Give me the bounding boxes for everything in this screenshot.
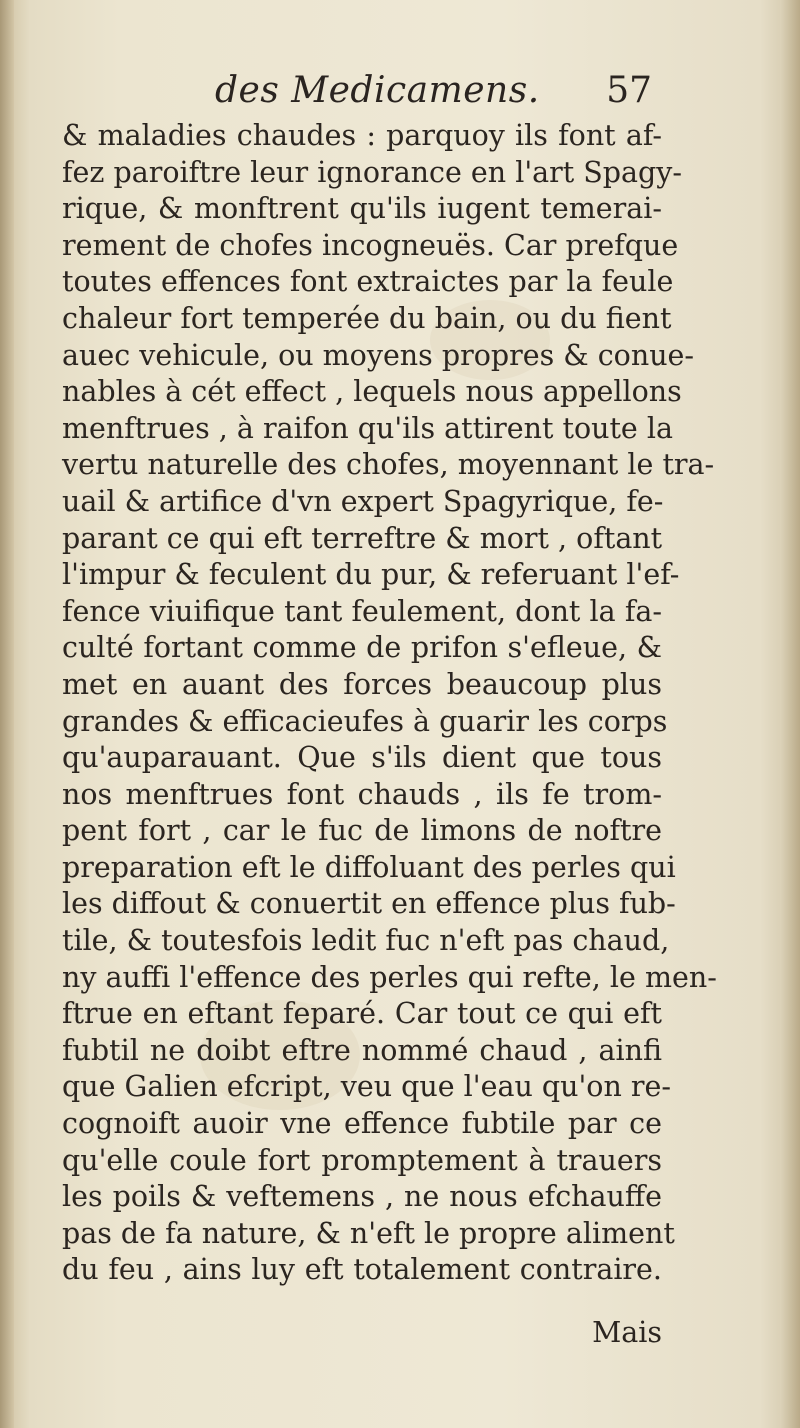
running-title: des Medicamens. xyxy=(215,70,540,111)
text-line: que Galien efcript, veu que l'eau qu'on re- xyxy=(62,1070,671,1104)
text-line: uail & artifice d'vn expert Spagyrique, fe- xyxy=(62,484,664,518)
text-line: rement de chofes incogneuës. Car prefque xyxy=(62,228,679,262)
body-text xyxy=(62,118,717,1289)
text-line: les diffout & conuertit en effence plus fub- xyxy=(62,887,676,921)
text-line: l'impur & feculent du pur, & referuant l'ef- xyxy=(62,558,680,592)
text-line: preparation eft le diffoluant des perles qui xyxy=(62,850,676,884)
text-line: parant ce qui eft terreftre & mort , oftant xyxy=(62,521,663,555)
text-line: les poils & veftemens , ne nous efchauffe xyxy=(62,1180,662,1214)
text-line: cognoift auoir vne effence fubtile par ce xyxy=(62,1107,662,1141)
text-line: vertu naturelle des chofes, moyennant le tra- xyxy=(62,448,715,482)
text-line: ny auffi l'effence des perles qui refte, le men- xyxy=(62,960,717,994)
text-line: fubtil ne doibt eftre nommé chaud , ainfi xyxy=(62,1033,662,1067)
text-line: fez paroiftre leur ignorance en l'art Spagy- xyxy=(62,155,683,189)
text-line: pas de fa nature, & n'eft le propre aliment xyxy=(62,1216,675,1250)
text-line: chaleur fort temperée du bain, ou du fient xyxy=(62,301,672,335)
text-line: & maladies chaudes : parquoy ils font af- xyxy=(62,119,662,152)
page-gutter xyxy=(0,0,14,1428)
text-line: grandes & efficacieufes à guarir les corps xyxy=(62,704,668,738)
text-line: auec vehicule, ou moyens propres & conue- xyxy=(62,338,695,372)
text-line: ftrue en eftant feparé. Car tout ce qui eft xyxy=(62,997,662,1031)
text-line: qu'elle coule fort promptement à trauers xyxy=(62,1143,662,1177)
text-line: fence viuifique tant feulement, dont la fa- xyxy=(62,594,662,628)
catchword: Mais xyxy=(592,1316,662,1349)
page-fore-edge xyxy=(780,0,800,1428)
text-line: nables à cét effect , lequels nous appellons xyxy=(62,375,682,409)
running-header xyxy=(60,70,660,116)
text-line: rique, & monftrent qu'ils iugent temerai- xyxy=(62,192,662,226)
text-line: du feu , ains luy eft totalement contraire. xyxy=(62,1253,662,1287)
text-line: tile, & toutesfois ledit fuc n'eft pas chaud, xyxy=(62,924,670,958)
page-number: 57 xyxy=(606,70,652,111)
text-line: pent fort , car le fuc de limons de noftre xyxy=(62,814,662,848)
text-line: toutes effences font extraictes par la feule xyxy=(62,265,674,299)
text-line: met en auant des forces beaucoup plus xyxy=(62,667,662,701)
text-line: qu'auparauant. Que s'ils dient que tous xyxy=(62,741,662,775)
text-line: culté fortant comme de prifon s'efleue, & xyxy=(62,631,662,665)
text-line: menftrues , à raifon qu'ils attirent toute la xyxy=(62,411,673,445)
text-line: nos menftrues font chauds , ils fe trom- xyxy=(62,777,662,811)
